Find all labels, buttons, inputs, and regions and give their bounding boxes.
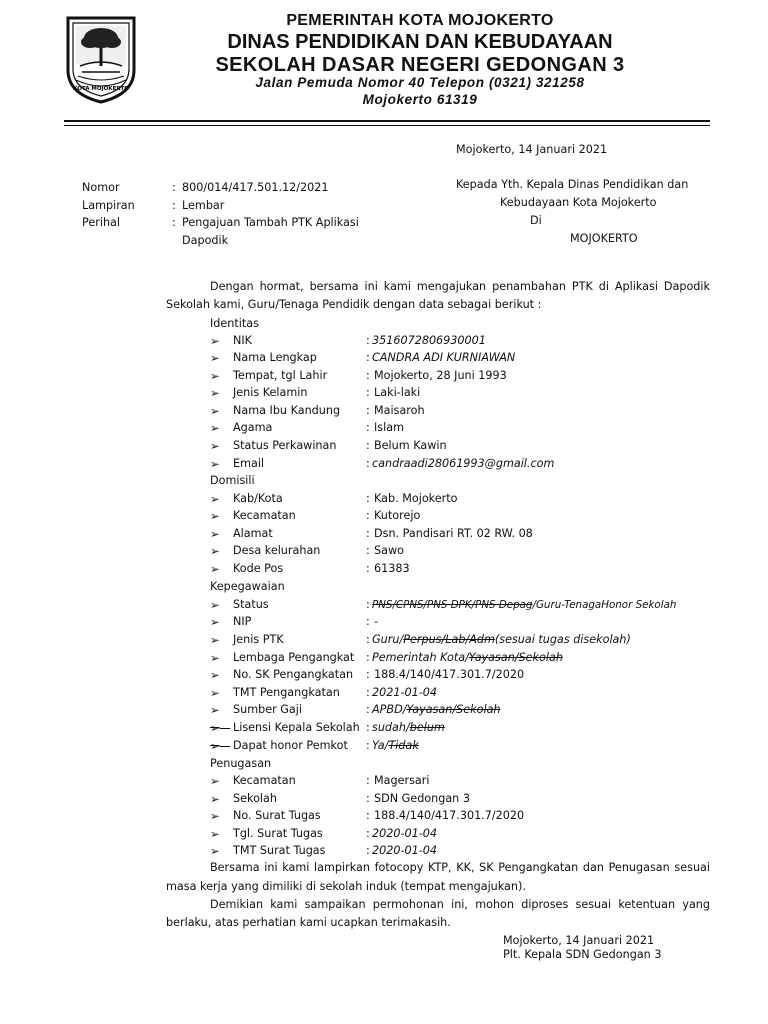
struck-option: PNS/CPNS/PNS DPK/PNS Depag [372, 599, 533, 611]
field-label: Agama [233, 421, 273, 434]
arrow-icon: ➢ [210, 386, 220, 400]
field-value [372, 703, 501, 717]
struck-option: Perpus/Lab/Adm [403, 633, 495, 646]
selected-option: Guru/ [372, 633, 404, 646]
arrow-icon: ➢ [210, 844, 220, 858]
field-value [372, 651, 563, 665]
arrow-icon: ➢ [210, 686, 220, 700]
struck-option: Yayasan/Sekolah [406, 703, 501, 716]
field-value: SDN Gedongan 3 [374, 792, 470, 805]
field-value: 188.4/140/417.301.7/2020 [374, 809, 525, 822]
arrow-icon: ➢ [210, 668, 220, 682]
arrow-icon: ➢ [210, 439, 220, 453]
emblem-text: KOTA MOJOKERTO [73, 86, 129, 92]
closing-para2-line2: berlaku, atas perhatian kami ucapkan terimakasih. [166, 916, 451, 929]
field-value: Dsn. Pandisari RT. 02 RW. 08 [374, 527, 533, 540]
lampiran-label: Lampiran [82, 199, 135, 212]
nomor-colon: : [172, 181, 176, 194]
field-label: NIK [233, 334, 253, 347]
letterhead-rule-thick [64, 120, 710, 122]
field-colon: : [366, 651, 370, 664]
arrow-icon: ➢ [210, 809, 220, 823]
field-value: Magersari [374, 774, 430, 787]
field-label: Dapat honor Pemkot [233, 739, 348, 752]
struck-option: Tidak [388, 739, 419, 752]
field-value [372, 598, 676, 612]
field-colon: : [366, 421, 370, 434]
field-label: Kecamatan [233, 509, 296, 522]
field-colon: : [366, 544, 370, 557]
lampiran-value: Lembar [182, 199, 225, 212]
field-label: Alamat [233, 527, 273, 540]
selected-option: Ya/ [372, 739, 389, 752]
field-colon: : [366, 492, 370, 505]
intro-line1: Dengan hormat, bersama ini kami mengajukan penambahan PTK di Aplikasi Dapodik [210, 280, 710, 293]
field-value: Laki-laki [374, 386, 421, 399]
arrow-icon: ➢ [210, 721, 220, 735]
closing-para1-line2: masa kerja yang dimiliki di sekolah induk (tempat mengajukan). [166, 880, 526, 893]
section-identitas: Identitas [210, 317, 259, 330]
nomor-label: Nomor [82, 181, 120, 194]
field-colon: : [366, 844, 370, 857]
field-label: NIP [233, 615, 252, 628]
arrow-icon: ➢ [210, 334, 220, 348]
school-name: SEKOLAH DASAR NEGERI GEDONGAN 3 [215, 54, 625, 76]
arrow-icon: ➢ [210, 774, 220, 788]
perihal-colon: : [172, 216, 176, 229]
arrow-icon: ➢ [210, 544, 220, 558]
field-colon: : [366, 792, 370, 805]
arrow-icon: ➢ [210, 651, 220, 665]
struck-row [210, 739, 230, 754]
field-value: Kutorejo [374, 509, 421, 522]
field-colon: : [366, 527, 370, 540]
arrow-icon: ➢ [210, 615, 220, 629]
arrow-icon: ➢ [210, 369, 220, 383]
field-label: Tempat, tgl Lahir [233, 369, 328, 382]
field-label: Jenis PTK [233, 633, 284, 646]
field-label: Jenis Kelamin [233, 386, 308, 399]
field-label: Nama Lengkap [233, 351, 317, 364]
field-value [372, 739, 419, 753]
arrow-icon: ➢ [210, 633, 220, 647]
school-city: Mojokerto 61319 [362, 92, 478, 107]
field-value: 2020-01-04 [372, 827, 438, 840]
arrow-icon: ➢ [210, 827, 220, 841]
field-value: 188.4/140/417.301.7/2020 [374, 668, 525, 681]
field-colon: : [366, 668, 370, 681]
field-label: Nama Ibu Kandung [233, 404, 341, 417]
field-value [372, 721, 445, 735]
letterhead-rule-thin [64, 125, 710, 126]
field-value: Belum Kawin [374, 439, 447, 452]
field-label: Status Perkawinan [233, 439, 337, 452]
field-label: Desa kelurahan [233, 544, 321, 557]
field-label: Kab/Kota [233, 492, 283, 505]
struck-option: Yayasan/Sekolah [468, 651, 563, 664]
section-kepegawaian: Kepegawaian [210, 580, 285, 593]
city-emblem [62, 14, 140, 106]
arrow-icon: ➢ [210, 351, 220, 365]
nomor-value: 800/014/417.501.12/2021 [182, 181, 329, 194]
recipient-line2: Kebudayaan Kota Mojokerto [500, 196, 657, 209]
field-value: 3516072806930001 [372, 334, 486, 347]
arrow-icon: ➢ [210, 527, 220, 541]
arrow-icon: ➢ [210, 792, 220, 806]
recipient-line1: Kepada Yth. Kepala Dinas Pendidikan dan [456, 178, 689, 191]
letter-date: Mojokerto, 14 Januari 2021 [456, 143, 608, 156]
field-colon: : [366, 703, 370, 716]
field-label: TMT Pengangkatan [233, 686, 340, 699]
arrow-icon: ➢ [210, 562, 220, 576]
arrow-icon: ➢ [210, 739, 220, 753]
arrow-icon: ➢ [210, 598, 220, 612]
field-value [372, 633, 631, 647]
field-value: 2021-01-04 [372, 686, 438, 699]
intro-line2: Sekolah kami, Guru/Tenaga Pendidik dengan data sebagai berikut : [166, 298, 542, 311]
arrow-icon: ➢ [210, 404, 220, 418]
field-colon: : [366, 562, 370, 575]
selected-option: /Guru-TenagaHonor Sekolah [532, 599, 677, 611]
field-colon: : [366, 739, 370, 752]
field-colon: : [366, 457, 370, 470]
field-colon: : [366, 633, 370, 646]
field-colon: : [366, 686, 370, 699]
field-colon: : [366, 386, 370, 399]
signature-title: Plt. Kepala SDN Gedongan 3 [503, 948, 662, 961]
field-label: Kode Pos [233, 562, 284, 575]
field-value: 61383 [374, 562, 410, 575]
arrow-icon: ➢ [210, 421, 220, 435]
field-label: Email [233, 457, 265, 470]
school-address: Jalan Pemuda Nomor 40 Telepon (0321) 321258 [255, 75, 585, 90]
field-value: Mojokerto, 28 Juni 1993 [374, 369, 507, 382]
department-name: DINAS PENDIDIKAN DAN KEBUDAYAAN [227, 31, 613, 53]
perihal-value-line2: Dapodik [182, 234, 229, 247]
field-colon: : [366, 809, 370, 822]
arrow-icon: ➢ [210, 457, 220, 471]
lampiran-colon: : [172, 199, 176, 212]
field-colon: : [366, 721, 370, 734]
field-colon: : [366, 509, 370, 522]
field-label: Sekolah [233, 792, 277, 805]
field-label: Lembaga Pengangkat [233, 651, 355, 664]
recipient-line3: Di [530, 214, 542, 227]
field-colon: : [366, 827, 370, 840]
field-value: Islam [374, 421, 404, 434]
field-label: Kecamatan [233, 774, 296, 787]
field-value: CANDRA ADI KURNIAWAN [372, 351, 516, 364]
field-value: 2020-01-04 [372, 844, 438, 857]
note: (sesuai tugas disekolah) [494, 633, 631, 646]
field-label: Sumber Gaji [233, 703, 302, 716]
field-colon: : [366, 369, 370, 382]
section-domisili: Domisili [210, 474, 255, 487]
field-value: - [374, 615, 379, 628]
struck-row [210, 721, 230, 736]
field-colon: : [366, 351, 370, 364]
field-colon: : [366, 334, 370, 347]
selected-option: Pemerintah Kota/ [372, 651, 469, 664]
section-penugasan: Penugasan [210, 757, 272, 770]
field-colon: : [366, 615, 370, 628]
closing-para2-line1: Demikian kami sampaikan permohonan ini, mohon diproses sesuai ketentuan yang [210, 898, 710, 911]
field-label: Tgl. Surat Tugas [233, 827, 323, 840]
perihal-value-line1: Pengajuan Tambah PTK Aplikasi [182, 216, 359, 229]
field-value: candraadi28061993@gmail.com [372, 457, 555, 470]
field-label: No. Surat Tugas [233, 809, 321, 822]
recipient-line4: MOJOKERTO [570, 232, 638, 245]
field-value: Maisaroh [374, 404, 425, 417]
field-colon: : [366, 774, 370, 787]
field-label: TMT Surat Tugas [233, 844, 326, 857]
perihal-label: Perihal [82, 216, 120, 229]
arrow-icon: ➢ [210, 509, 220, 523]
selected-option: sudah/ [372, 721, 410, 734]
signature-date: Mojokerto, 14 Januari 2021 [503, 934, 655, 947]
field-label: Lisensi Kepala Sekolah [233, 721, 360, 734]
arrow-icon: ➢ [210, 703, 220, 717]
closing-para1-line1: Bersama ini kami lampirkan fotocopy KTP, KK, SK Pengangkatan dan Penugasan sesuai [210, 861, 710, 874]
field-value: Kab. Mojokerto [374, 492, 458, 505]
gov-name: PEMERINTAH KOTA MOJOKERTO [286, 12, 554, 29]
struck-option: belum [409, 721, 445, 734]
field-colon: : [366, 404, 370, 417]
field-colon: : [366, 439, 370, 452]
field-colon: : [366, 598, 370, 611]
field-label: Status [233, 598, 269, 611]
field-label: No. SK Pengangkatan [233, 668, 354, 681]
field-value: Sawo [374, 544, 404, 557]
selected-option: APBD/ [372, 703, 407, 716]
arrow-icon: ➢ [210, 492, 220, 506]
